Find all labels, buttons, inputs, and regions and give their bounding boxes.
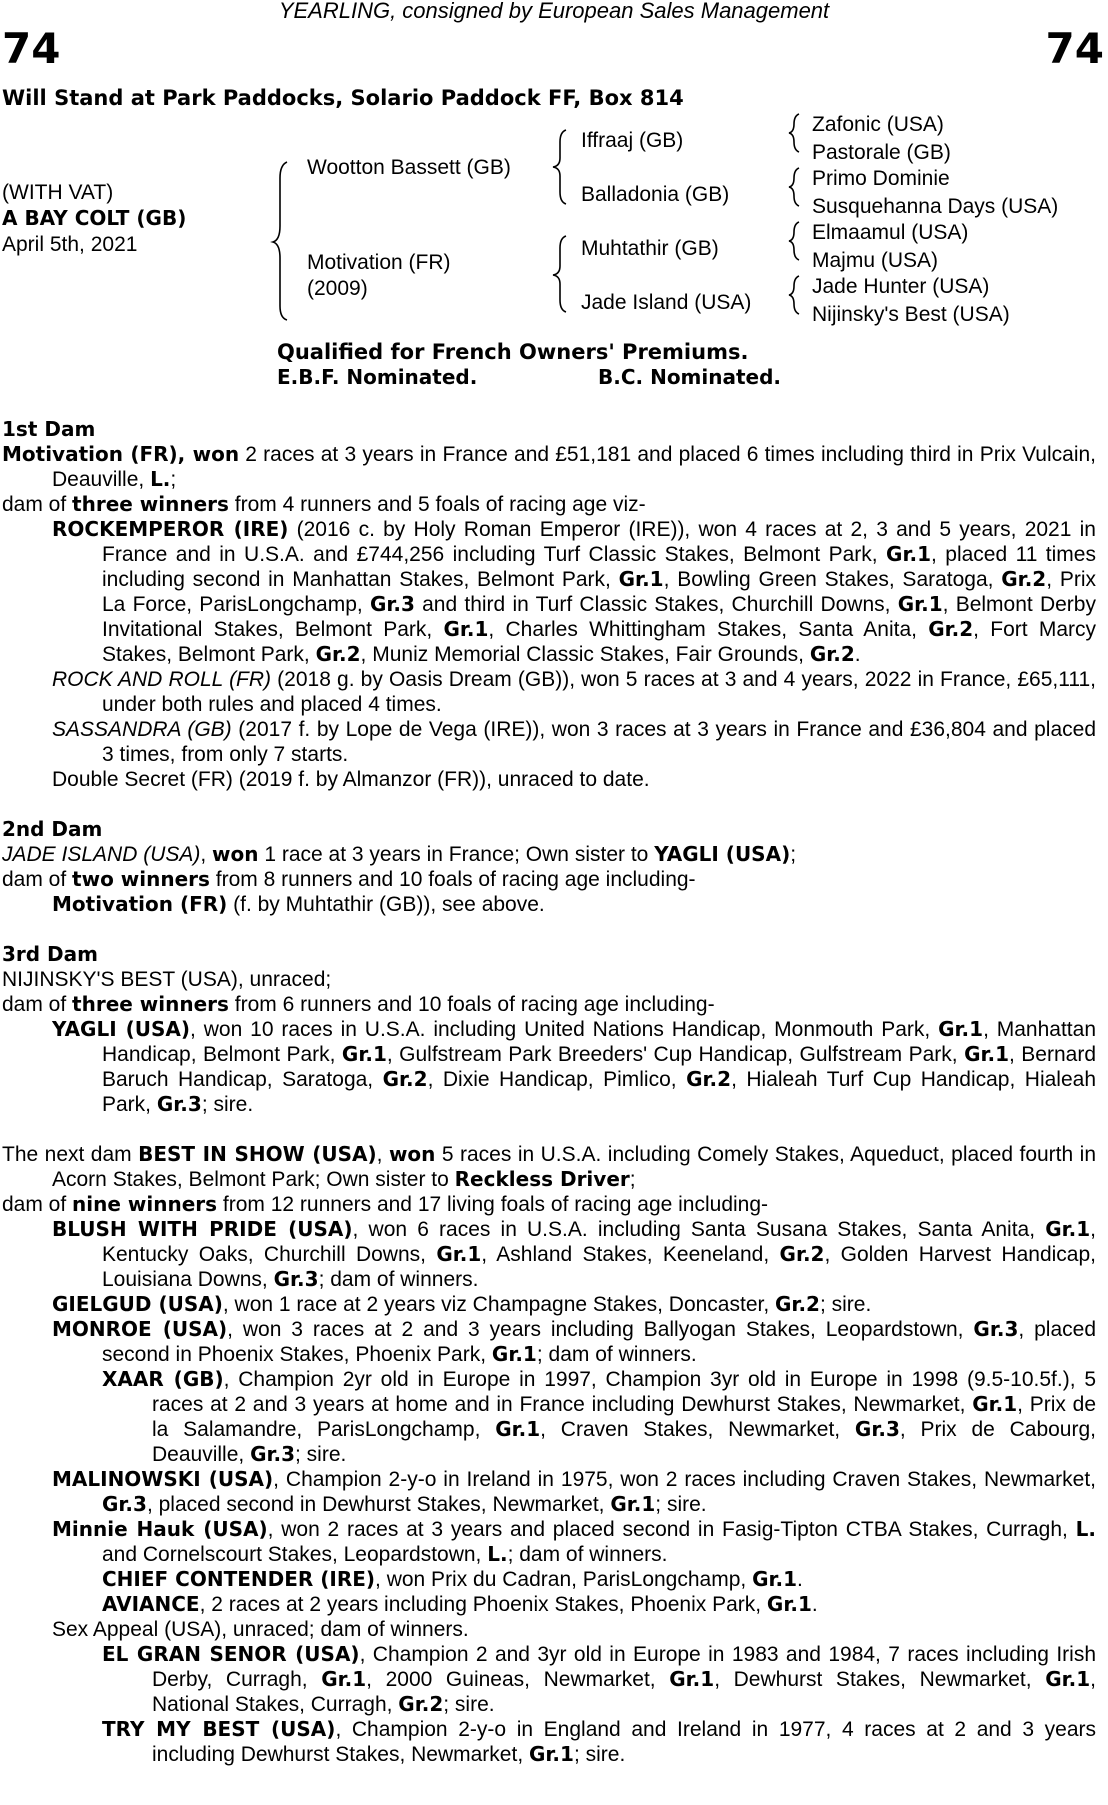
first-dam-heading: 1st Dam — [2, 417, 96, 441]
produce-entry: ROCKEMPEROR (IRE) (2016 c. by Holy Roman Emperor (IRE)), won 4 races at 2, 3 and 5 years, 2021 in France and in U.S.A. and £744,256 including Turf Classic Stakes, Belmont Park, Gr.1, placed 11 times including second in Manhattan Stakes, Belmont Park, Gr.1, Bowling Green Stakes, Saratoga, Gr.2, Prix La Force, ParisLongchamp, Gr.3 and third in Turf Classic Stakes, Churchill Downs, Gr.1, Belmont Derby Invitational Stakes, Belmont Park, Gr.1, Charles Whittingham Stakes, Santa Anita, Gr.2, Fort Marcy Stakes, Belmont Park, Gr.2, Muniz Memorial Classic Stakes, Fair Grounds, Gr.2. — [52, 517, 1096, 666]
second-dam-heading: 2nd Dam — [2, 817, 103, 841]
pedigree-ssd: Pastorale (GB) — [812, 141, 951, 164]
third-dam-produce-summary: dam of three winners from 6 runners and 10 foals of racing age including- — [2, 992, 715, 1016]
lot-number-left: 74 — [2, 24, 61, 73]
second-dam-record: JADE ISLAND (USA), won 1 race at 3 years in France; Own sister to YAGLI (USA); — [2, 842, 797, 866]
pedigree-dss: Elmaamul (USA) — [812, 221, 969, 244]
pedigree-sire-dam: Balladonia (GB) — [581, 183, 730, 206]
bc-nominated: B.C. Nominated. — [598, 365, 782, 389]
next-dam-record: The next dam BEST IN SHOW (USA), won 5 races in U.S.A. including Comely Stakes, Aqueduct, placed fourth in Acorn Stakes, Belmont Park; Own sister to Reckless Driver; — [2, 1142, 1096, 1191]
pedigree-dam: Motivation (FR) — [307, 251, 451, 274]
pedigree-dsd: Majmu (USA) — [812, 249, 939, 272]
produce-entry: Double Secret (FR) (2019 f. by Almanzor (FR)), unraced to date. — [52, 768, 650, 791]
pedigree-dam-year: (2009) — [307, 277, 368, 300]
first-dam-produce-summary: dam of three winners from 4 runners and 5 foals of racing age viz- — [2, 492, 646, 516]
first-dam-section — [2, 417, 1096, 792]
pedigree-dam-dam: Jade Island (USA) — [581, 291, 752, 314]
produce-entry: YAGLI (USA), won 10 races in U.S.A. including United Nations Handicap, Monmouth Park, Gr.1, Manhattan Handicap, Belmont Park, Gr.1, Gulfstream Park Breeders' Cup Handicap, Gulfstream Park, Gr.1, Bernard Baruch Handicap, Saratoga, Gr.2, Dixie Handicap, Pimlico, Gr.2, Hialeah Turf Cup Handicap, Hialeah Park, Gr.3; sire. — [52, 1017, 1097, 1116]
pedigree-sire: Wootton Bassett (GB) — [307, 156, 511, 179]
third-dam-record: NIJINSKY'S BEST (USA), unraced; — [2, 968, 332, 991]
produce-entry: ROCK AND ROLL (FR) (2018 g. by Oasis Dream (GB)), won 5 races at 3 and 4 years, 2022 in France, £65,111, under both rules and placed 4 times. — [52, 668, 1096, 716]
produce-entry: Motivation (FR) (f. by Muhtathir (GB)), see above. — [52, 892, 545, 916]
first-dam-record: Motivation (FR), won 2 races at 3 years in France and £51,181 and placed 6 times including third in Prix Vulcain, Deauville, L.; — [2, 442, 1097, 491]
produce-entry: XAAR (GB), Champion 2yr old in Europe in 1997, Champion 3yr old in Europe in 1998 (9.5-10.5f.), 5 races at 2 and 3 years at home and in France including Dewhurst Stakes, Newmarket, Gr.1, Prix de la Salamandre, ParisLongchamp, Gr.1, Craven Stakes, Newmarket, Gr.3, Prix de Cabourg, Deauville, Gr.3; sire. — [102, 1367, 1097, 1466]
pedigree-sdd: Susquehanna Days (USA) — [812, 195, 1059, 218]
foaled-date: April 5th, 2021 — [2, 233, 138, 256]
horse-title: A BAY COLT (GB) — [2, 206, 187, 230]
second-dam-produce-summary: dam of two winners from 8 runners and 10 foals of racing age including- — [2, 867, 696, 891]
vat-note: (WITH VAT) — [2, 181, 114, 204]
ebf-nominated: E.B.F. Nominated. — [277, 365, 478, 389]
pedigree-ddd: Nijinsky's Best (USA) — [812, 303, 1010, 326]
french-premiums: Qualified for French Owners' Premiums. — [277, 340, 749, 364]
pedigree-sds: Primo Dominie — [812, 167, 950, 190]
consignor-line: YEARLING, consigned by European Sales Management — [278, 0, 830, 23]
pedigree-sire-sire: Iffraaj (GB) — [581, 129, 684, 152]
pedigree-dds: Jade Hunter (USA) — [812, 275, 990, 298]
produce-entry: TRY MY BEST (USA), Champion 2-y-o in England and Ireland in 1977, 4 races at 2 and 3 years including Dewhurst Stakes, Newmarket, Gr.1; sire. — [102, 1717, 1097, 1766]
produce-entry: CHIEF CONTENDER (IRE), won Prix du Cadran, ParisLongchamp, Gr.1. — [102, 1567, 803, 1591]
produce-entry: GIELGUD (USA), won 1 race at 2 years viz Champagne Stakes, Doncaster, Gr.2; sire. — [52, 1292, 872, 1316]
catalogue-body — [2, 417, 1096, 1767]
second-dam-section — [2, 817, 1096, 917]
next-dam-produce-summary: dam of nine winners from 12 runners and 17 living foals of racing age including- — [2, 1192, 769, 1216]
lot-number-right: 74 — [1045, 24, 1104, 73]
produce-entry: Minnie Hauk (USA), won 2 races at 3 years and placed second in Fasig-Tipton CTBA Stakes, Curragh, L. and Cornelscourt Stakes, Leopardstown, L.; dam of winners. — [52, 1517, 1096, 1566]
produce-entry: BLUSH WITH PRIDE (USA), won 6 races in U.S.A. including Santa Susana Stakes, Santa Anita, Gr.1, Kentucky Oaks, Churchill Downs, Gr.1, Ashland Stakes, Keeneland, Gr.2, Golden Harvest Handicap, Louisiana Downs, Gr.3; dam of winners. — [52, 1217, 1096, 1291]
stand-location: Will Stand at Park Paddocks, Solario Paddock FF, Box 814 — [2, 86, 684, 110]
pedigree-sss: Zafonic (USA) — [812, 113, 944, 136]
pedigree-dam-sire: Muhtathir (GB) — [581, 237, 719, 260]
produce-entry: SASSANDRA (GB) (2017 f. by Lope de Vega (IRE)), won 3 races at 3 years in France and £36,804 and placed 3 times, from only 7 starts. — [52, 718, 1096, 766]
produce-entry: MALINOWSKI (USA), Champion 2-y-o in Ireland in 1975, won 2 races including Craven Stakes, Newmarket, Gr.3, placed second in Dewhurst Stakes, Newmarket, Gr.1; sire. — [52, 1467, 1096, 1516]
third-dam-section — [2, 942, 1096, 1117]
produce-entry: AVIANCE, 2 races at 2 years including Phoenix Stakes, Phoenix Park, Gr.1. — [102, 1592, 818, 1616]
produce-entry: MONROE (USA), won 3 races at 2 and 3 years including Ballyogan Stakes, Leopardstown, Gr.3, placed second in Phoenix Stakes, Phoenix Park, Gr.1; dam of winners. — [52, 1317, 1096, 1366]
produce-entry: Sex Appeal (USA), unraced; dam of winners. — [52, 1618, 469, 1641]
third-dam-heading: 3rd Dam — [2, 942, 98, 966]
produce-entry: EL GRAN SENOR (USA), Champion 2 and 3yr old in Europe in 1983 and 1984, 7 races including Irish Derby, Curragh, Gr.1, 2000 Guineas, Newmarket, Gr.1, Dewhurst Stakes, Newmarket, Gr.1, National Stakes, Curragh, Gr.2; sire. — [102, 1642, 1096, 1716]
next-dam-section — [2, 1142, 1096, 1767]
